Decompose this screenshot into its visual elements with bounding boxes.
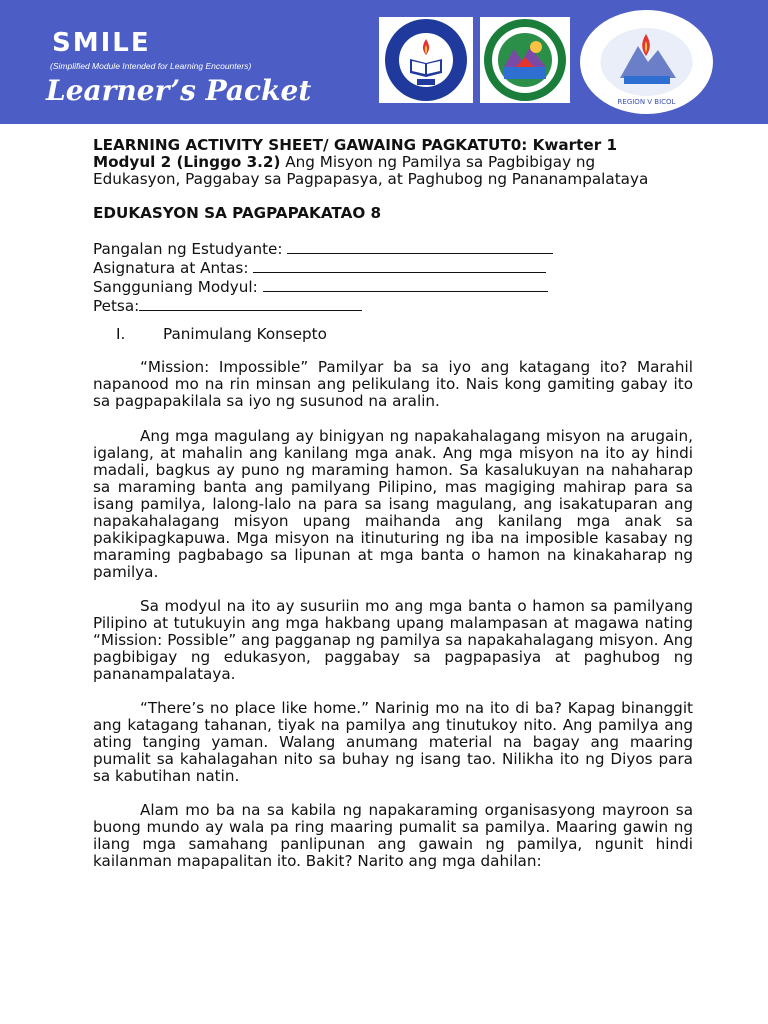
subject-title: EDUKASYON SA PAGPAPAKATAO 8 [93,204,382,222]
region-v-bicol-text: REGION V BICOL [617,98,676,106]
document-header [93,137,693,315]
paragraph-2: Ang mga magulang ay binigyan ng napakahalagang misyon na arugain, igalang, at mahalin ang kanilang mga anak. Ang mga misyon na ito ay hindi madali, bagkus ay puno ng maraming hamon. Sa kasalukuyan na nahaharap sa maraming banta ang pamilyang Pilipino, mas magiging mahirap para sa isang pamilya, lalong-lalo na para sa isang magulang, ang isakatuparan ang napakahalagang misyon upang maihanda ang kanilang mga anak sa pakikipagkapuwa. Mga misyon na itinuturing ng iba na imposible kasabay ng maraming pagbabago sa lipunan at mga banta o hamon na kinakaharap ng pamilya. [93,427,693,581]
name-blank[interactable] [287,239,553,254]
module-ref-line [93,277,693,296]
deped-region-v-logo [580,10,713,114]
school-seal-logo [379,17,473,103]
module-ref-blank[interactable] [263,277,548,292]
spacer [93,222,693,239]
module-title-cont: Edukasyon, Paggabay sa Pagpapasya, at Paghubog ng Pananampalataya [93,170,649,188]
section-title: Panimulang Konsepto [163,325,327,343]
subject-blank[interactable] [253,258,546,273]
name-line [93,239,693,258]
learners-packet-title: Learner’s Packet [46,74,312,107]
date-label: Petsa: [93,297,140,315]
name-label: Pangalan ng Estudyante: [93,240,288,258]
activity-sheet-title: LEARNING ACTIVITY SHEET/ GAWAING PAGKATUT0: Kwarter 1 [93,136,618,154]
paragraph-3: Sa modyul na ito ay susuriin mo ang mga banta o hamon sa pamilyang Pilipino at tutukuyin ang mga hakbang upang malampasan at magawa nating “Mission: Possible” ang pagganap ng pamilya sa napakahalagang misyon. Ang pagbibigay ng edukasyon, paggabay sa pagpapasiya at paghubog ng pananampalataya. [93,597,693,683]
smile-subtitle: (Simplified Module Intended for Learning Encounters) [50,61,252,71]
subject-line [93,258,693,277]
spacer [93,188,693,205]
date-blank[interactable] [139,296,362,311]
module-title: Ang Misyon ng Pamilya sa Pagbibigay ng [280,153,596,171]
module-label: Modyul 2 (Linggo 3.2) [93,153,281,171]
subject-label: Asignatura at Antas: [93,259,254,277]
module-ref-label: Sangguniang Modyul: [93,278,263,296]
paragraph-5: Alam mo ba na sa kabila ng napakaraming organisasyong mayroon sa buong mundo ay wala pa ring maaring pumalit sa pamilya. Maaring gawin ng ilang mga samahang panlipunan ang gawain ng pamilya, ngunit hindi kailanman mapapalitan ito. Bakit? Narito ang mga dahilan: [93,801,693,870]
paragraph-4: “There’s no place like home.” Narinig mo na ito di ba? Kapag binanggit ang katagang tahanan, tiyak na pamilya ang tinutukoy nito. Ang pamilya ang ating tanging yaman. Walang anumang material na bagay ang maaring pumalit sa kahalagahan nito sa buhay ng isang tao. Nilikha ito ng Diyos para sa kabutihan natin. [93,699,693,785]
smile-title: SMILE [52,28,151,58]
date-line [93,296,693,315]
deped-sorsogon-logo [480,17,570,103]
paragraph-1: “Mission: Impossible” Pamilyar ba sa iyo ang katagang ito? Marahil napanood mo na rin minsan ang pelikulang ito. Nais kong gamiting gabay ito sa pagpapakilala sa iyo ng susunod na aralin. [93,358,693,410]
banner [0,0,768,124]
module-line [93,154,693,171]
section-number: I. [116,325,126,343]
